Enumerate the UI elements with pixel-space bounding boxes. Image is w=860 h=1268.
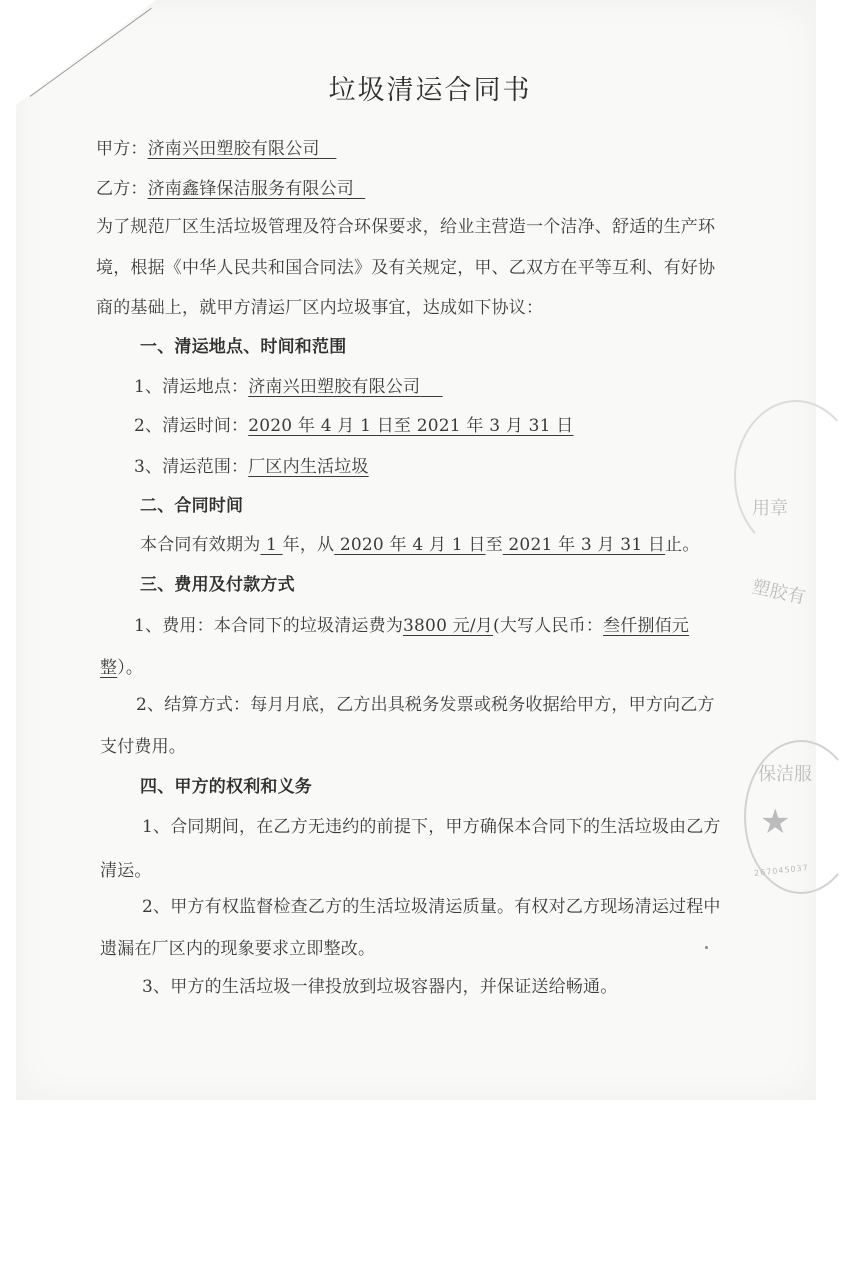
intro-line-1: 为了规范厂区生活垃圾管理及符合环保要求，给业主营造一个洁净、舒适的生产环 [96, 217, 716, 237]
party-b-name: 济南鑫锋保洁服务有限公司 [147, 179, 355, 199]
party-b-line [96, 174, 365, 199]
section-4-heading: 四、甲方的权利和义务 [140, 777, 312, 797]
validity-text-3: 至 [485, 535, 503, 555]
section-3-heading: 三、费用及付款方式 [140, 575, 295, 595]
location-label: 1、清运地点： [134, 377, 249, 397]
seal-3-number: 267045037 [753, 863, 810, 878]
seal-2-text: 塑胶有 [750, 576, 808, 609]
seal-star-icon: ★ [760, 802, 791, 842]
validity-text-1: 本合同有效期为 [140, 535, 261, 555]
location-line [134, 372, 443, 397]
time-value: 2020 年 4 月 1 日至 2021 年 3 月 31 日 [248, 416, 574, 436]
validity-text-2: 年，从 [282, 535, 335, 555]
time-line [134, 411, 573, 436]
settlement-line-1: 2、结算方式：每月月底，乙方出具税务发票或税务收据给甲方，甲方向乙方 [136, 695, 715, 715]
time-label: 2、清运时间： [134, 416, 249, 436]
obligation-2-line-1: 2、甲方有权监督检查乙方的生活垃圾清运质量。有权对乙方现场清运过程中 [142, 897, 721, 917]
fee-amount-words: 叁仟捌佰元 [603, 616, 690, 636]
fee-close: ）。 [117, 658, 144, 678]
section-2-heading: 二、合同时间 [140, 496, 244, 516]
party-a-label: 甲方： [96, 139, 148, 159]
fee-words-end: 整 [100, 658, 118, 678]
fee-line-2 [100, 653, 143, 678]
scope-label: 3、清运范围： [134, 457, 249, 477]
section-1-heading: 一、清运地点、时间和范围 [140, 337, 347, 357]
scope-line [134, 452, 369, 477]
fee-amount: 3800 元/月 [403, 616, 494, 636]
document-title: 垃圾清运合同书 [328, 75, 532, 106]
scope-value: 厂区内生活垃圾 [248, 457, 369, 477]
scan-speck [705, 946, 708, 949]
obligation-1-line-1: 1、合同期间，在乙方无违约的前提下，甲方确保本合同下的生活垃圾由乙方 [142, 817, 721, 837]
obligation-1-line-2: 清运。 [100, 861, 152, 881]
validity-end: 2021 年 3 月 31 日 [508, 535, 666, 555]
validity-text-4: 止。 [665, 535, 700, 555]
obligation-2-line-2: 遗漏在厂区内的现象要求立即整改。 [100, 939, 376, 959]
validity-years: 1 [266, 535, 278, 555]
intro-line-3: 商的基础上，就甲方清运厂区内垃圾事宜，达成如下协议： [96, 298, 544, 318]
settlement-line-2: 支付费用。 [100, 737, 186, 757]
fee-prefix: 1、费用：本合同下的垃圾清运费为 [134, 616, 404, 636]
obligation-3: 3、甲方的生活垃圾一律投放到垃圾容器内，并保证送给畅通。 [142, 977, 618, 997]
fee-line-1 [134, 611, 689, 636]
seal-3-text: 保洁服 [758, 764, 812, 785]
party-a-line [96, 134, 336, 159]
intro-line-2: 境，根据《中华人民共和国合同法》及有关规定，甲、乙双方在平等互利、有好协 [96, 258, 716, 278]
party-b-label: 乙方： [96, 179, 148, 199]
party-a-name: 济南兴田塑胶有限公司 [147, 139, 320, 159]
location-value: 济南兴田塑胶有限公司 [248, 377, 421, 397]
validity-line [140, 530, 700, 555]
fee-mid: (大写人民币： [493, 616, 604, 636]
validity-start: 2020 年 4 月 1 日 [339, 535, 486, 555]
seal-1-arc [734, 400, 858, 554]
seal-1-text: 用章 [752, 498, 788, 519]
